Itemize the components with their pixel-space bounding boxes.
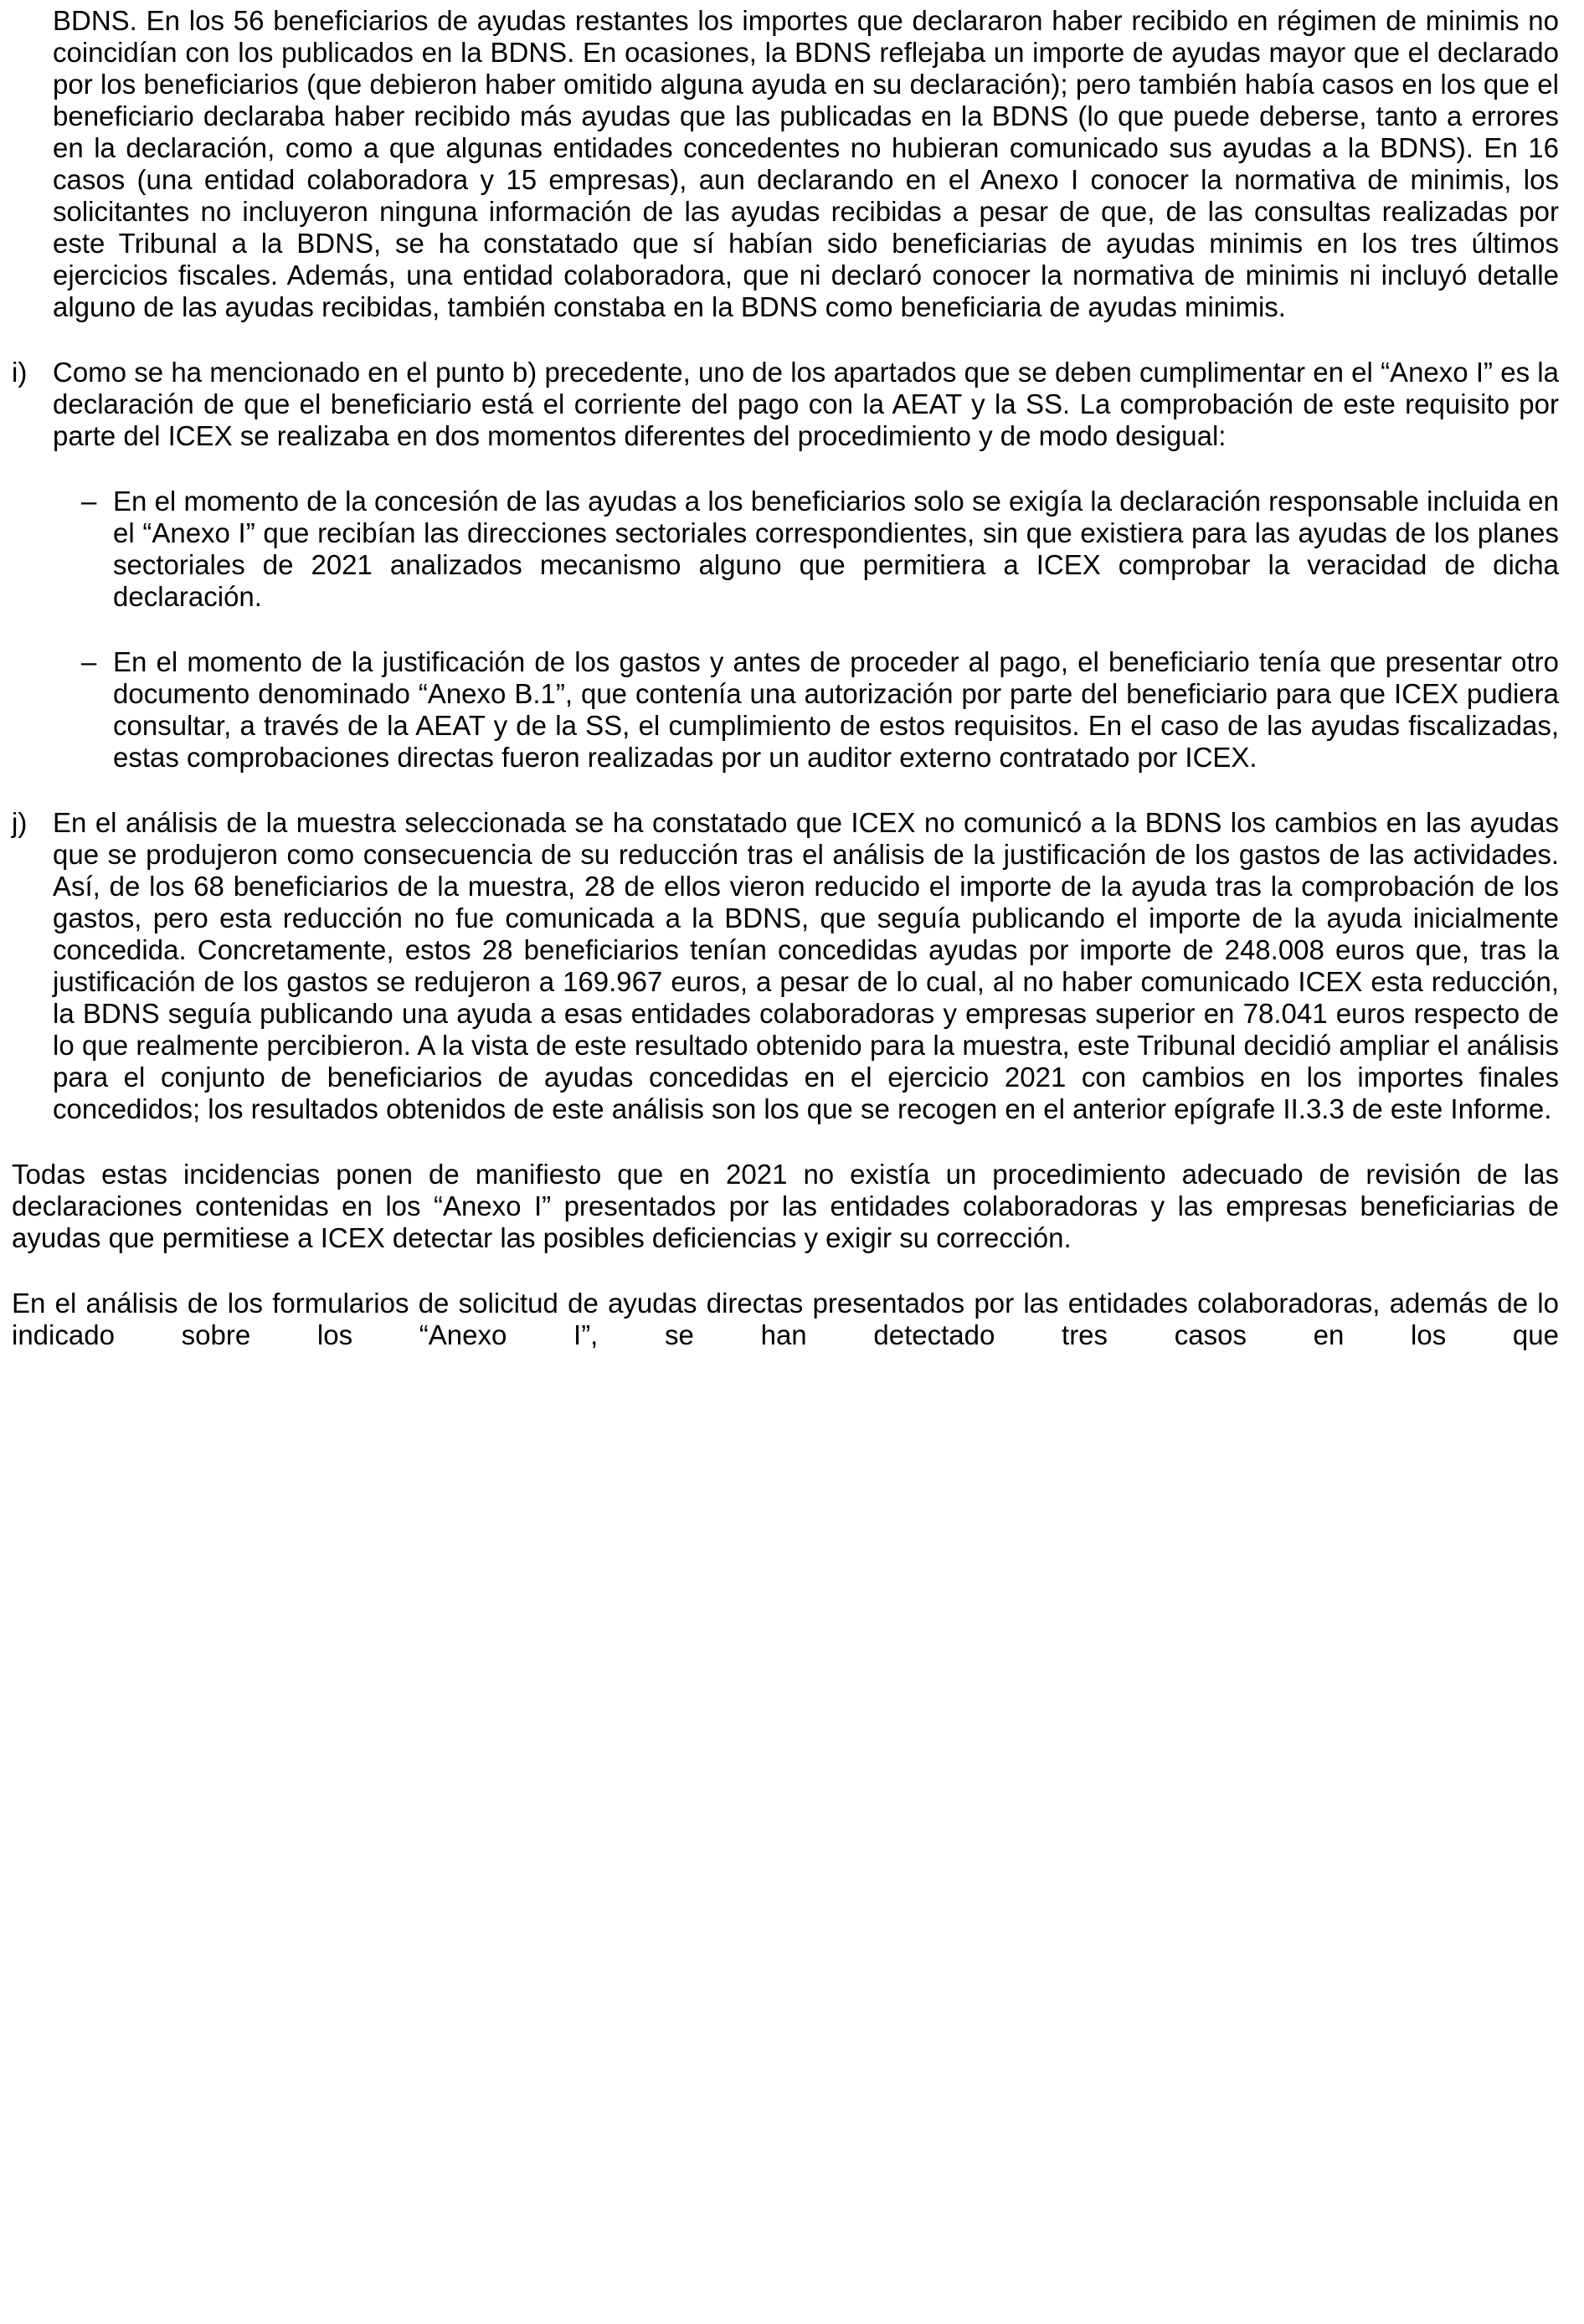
list-item-j-text: En el análisis de la muestra seleccionada se ha constatado que ICEX no comunicó a la BDNS los cambios en las ayudas que se produjeron como consecuencia de su reducción tras el análisis de la justificación de los gastos de las actividades. Así, de los 68 beneficiarios de la muestra, 28 de ellos vieron reducido el importe de la ayuda tras la comprobación de los gastos, pero esta reducción no fue comunicada a la BDNS, que seguía publicando el importe de la ayuda inicialmente concedida. Concretamente, estos 28 beneficiarios tenían concedidas ayudas por importe de 248.008 euros que, tras la justificación de los gastos se redujeron a 169.967 euros, a pesar de lo cual, al no haber comunicado ICEX esta reducción, la BDNS seguía publicando una ayuda a esas entidades colaboradoras y empresas superior en 78.041 euros respecto de lo que realmente percibieron. A la vista de este resultado obtenido para la muestra, este Tribunal decidió ampliar el análisis para el conjunto de beneficiarios de ayudas concedidas en el ejercicio 2021 con cambios en los importes finales concedidos; los resultados obtenidos de este análisis son los que se recogen en el anterior epígrafe II.3.3 de este Informe. — [53, 807, 1559, 1124]
list-item-j-marker: j) — [12, 807, 28, 838]
paragraph-bdns-minimis: BDNS. En los 56 beneficiarios de ayudas restantes los importes que declararon haber recibido en régimen de minimis no coincidían con los publicados en la BDNS. En ocasiones, la BDNS reflejaba un importe de ayudas mayor que el declarado por los beneficiarios (que debieron haber omitido alguna ayuda en su declaración); pero también había casos en los que el beneficiario declaraba haber recibido más ayudas que las publicadas en la BDNS (lo que puede deberse, tanto a errores en la declaración, como a que algunas entidades concedentes no hubieran comunicado sus ayudas a la BDNS). En 16 casos (una entidad colaboradora y 15 empresas), aun declarando en el Anexo I conocer la normativa de minimis, los solicitantes no incluyeron ninguna información de las ayudas recibidas a pesar de que, de las consultas realizadas por este Tribunal a la BDNS, se ha constatado que sí habían sido beneficiarias de ayudas minimis en los tres últimos ejercicios fiscales. Además, una entidad colaboradora, que ni declaró conocer la normativa de minimis ni incluyó detalle alguno de las ayudas recibidas, también constaba en la BDNS como beneficiaria de ayudas minimis. — [53, 5, 1559, 322]
list-item-i — [12, 357, 1559, 452]
dash-marker: – — [81, 486, 97, 517]
list-item-j — [12, 807, 1559, 1125]
paragraph-formularios: En el análisis de los formularios de solicitud de ayudas directas presentados por las entidades colaboradoras, además de lo indicado sobre los “Anexo I”, se han detectado tres casos en los que — [12, 1288, 1559, 1350]
sub-item-justificacion-text: En el momento de la justificación de los gastos y antes de proceder al pago, el beneficiario tenía que presentar otro documento denominado “Anexo B.1”, que contenía una autorización por parte del beneficiario para que ICEX pudiera consultar, a través de la AEAT y de la SS, el cumplimiento de estos requisitos. En el caso de las ayudas fiscalizadas, estas comprobaciones directas fueron realizadas por un auditor externo contratado por ICEX. — [113, 646, 1559, 773]
dash-marker: – — [81, 646, 97, 677]
list-item-i-marker: i) — [12, 357, 28, 388]
list-item-i-text: Como se ha mencionado en el punto b) precedente, uno de los apartados que se deben cumplimentar en el “Anexo I” es la declaración de que el beneficiario está el corriente del pago con la AEAT y la SS. La comprobación de este requisito por parte del ICEX se realizaba en dos momentos diferentes del procedimiento y de modo desigual: — [53, 357, 1559, 451]
sub-item-justificacion — [12, 646, 1559, 774]
sub-item-concesion — [12, 486, 1559, 613]
paragraph-incidencias: Todas estas incidencias ponen de manifiesto que en 2021 no existía un procedimiento adecuado de revisión de las declaraciones contenidas en los “Anexo I” presentados por las entidades colaboradoras y las empresas beneficiarias de ayudas que permitiese a ICEX detectar las posibles deficiencias y exigir su corrección. — [12, 1159, 1559, 1253]
sub-item-concesion-text: En el momento de la concesión de las ayudas a los beneficiarios solo se exigía la declaración responsable incluida en el “Anexo I” que recibían las direcciones sectoriales correspondientes, sin que existiera para las ayudas de los planes sectoriales de 2021 analizados mecanismo alguno que permitiera a ICEX comprobar la veracidad de dicha declaración. — [113, 486, 1559, 612]
